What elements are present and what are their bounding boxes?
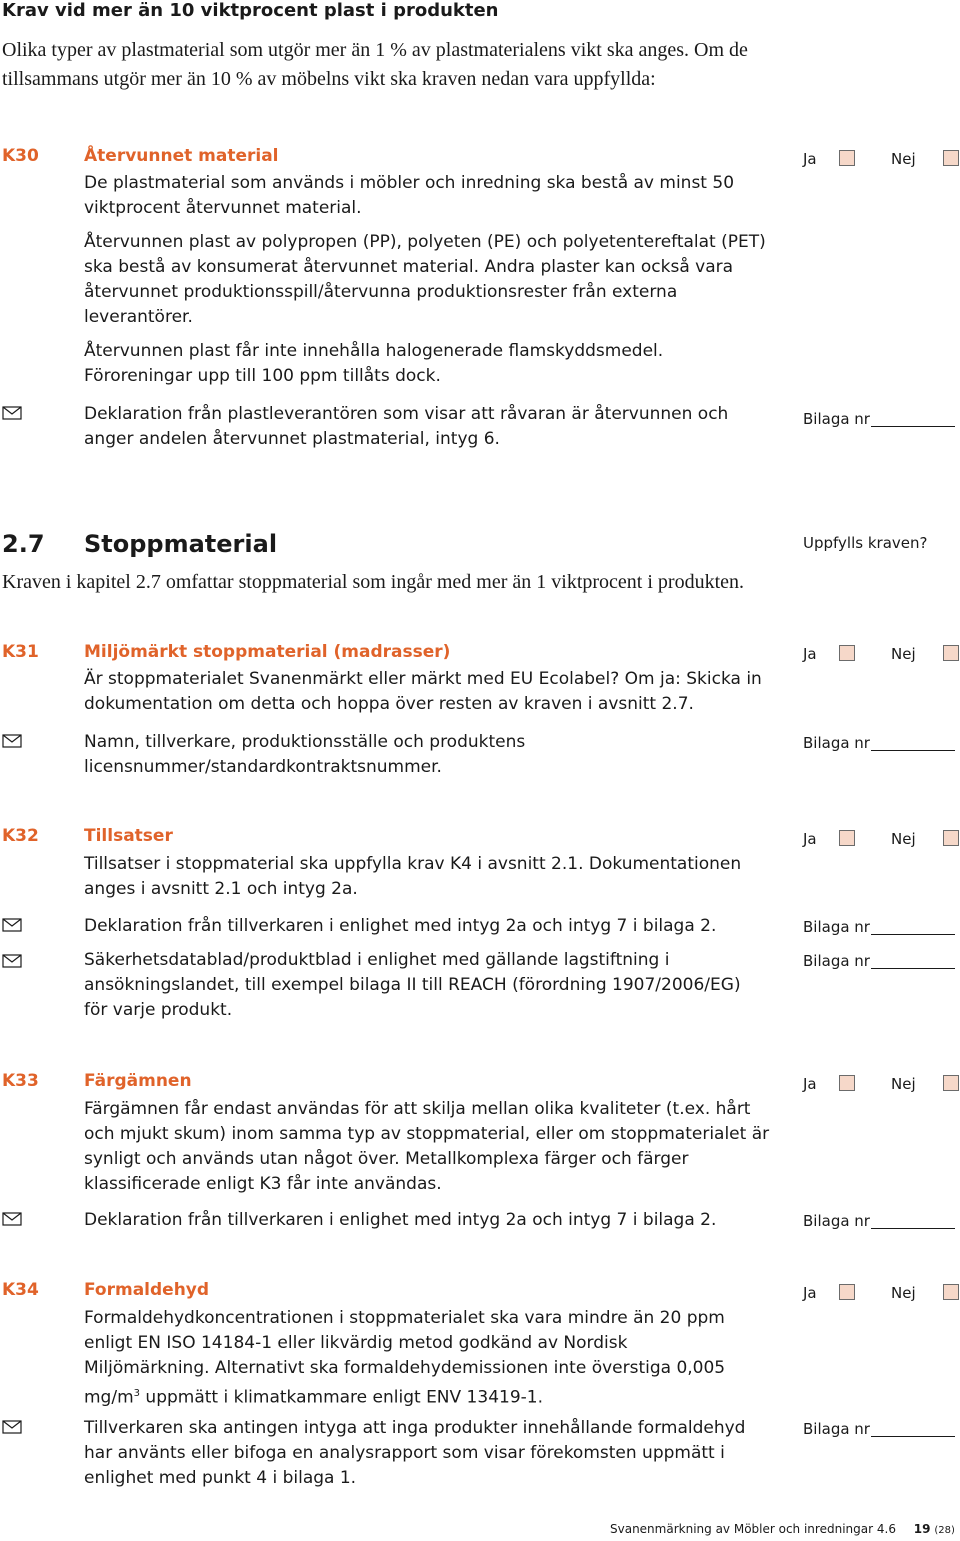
nej-label: Nej <box>891 1284 916 1302</box>
k34-paragraph-part: Formaldehydkoncentrationen i stoppmaterialet ska vara mindre än 20 ppm enligt EN ISO 14184-1 eller likvärdig metod godkänd av Nordisk Miljömärkning. Alternativt ska formaldehydemissionen inte överstiga 0,005 mg/m <box>84 1308 726 1408</box>
k34-ja-nej <box>803 1282 960 1306</box>
bilaga-input-line[interactable] <box>871 426 955 427</box>
k32-ja-nej <box>803 828 960 852</box>
ja-checkbox[interactable] <box>839 1284 855 1300</box>
k34-title: Formaldehyd <box>84 1280 210 1300</box>
envelope-icon <box>2 918 22 932</box>
k33-paragraph: Färgämnen får endast användas för att skilja mellan olika kvaliteter (t.ex. hårt och mjukt skum) inom samma typ av stoppmaterial, eller om stoppmaterialet är synligt och används utan något över. Metallkomplexa färger och färger klassificerade enligt K3 får inte användas. <box>84 1099 770 1194</box>
k34-code: K34 <box>2 1280 39 1300</box>
section-intro: Kraven i kapitel 2.7 omfattar stoppmaterial som ingår med mer än 1 viktprocent i produkten. <box>2 571 745 593</box>
k32-doc2: Säkerhetsdatablad/produktblad i enlighet med gällande lagstiftning i ansökningslandet, till exempel bilaga II till REACH (förordning 1907/2006/EG) för varje produkt. <box>84 950 741 1020</box>
k30-code: K30 <box>2 146 39 166</box>
section-title: Stoppmaterial <box>84 530 278 558</box>
section-number: 2.7 <box>2 530 45 558</box>
intro-text: Olika typer av plastmaterial som utgör mer än 1 % av plastmaterialens vikt ska anges. Om de tillsammans utgör mer än 10 % av möbelns vikt ska kraven nedan vara uppfyllda: <box>2 39 748 90</box>
envelope-icon <box>2 406 22 420</box>
k33-bilaga <box>803 1212 958 1236</box>
nej-checkbox[interactable] <box>943 1075 959 1091</box>
k31-title: Miljömärkt stoppmaterial (madrasser) <box>84 642 451 662</box>
nej-checkbox[interactable] <box>943 830 959 846</box>
envelope-icon <box>2 954 22 968</box>
k32-code: K32 <box>2 826 39 846</box>
nej-checkbox[interactable] <box>943 645 959 661</box>
k31-doc1: Namn, tillverkare, produktionsställe och produktens licensnummer/standardkontraktsnummer. <box>84 732 526 777</box>
k30-ja-nej <box>803 148 960 172</box>
ja-checkbox[interactable] <box>839 830 855 846</box>
ja-label: Ja <box>803 150 817 168</box>
bilaga-label: Bilaga nr <box>803 1420 870 1438</box>
k32-paragraph: Tillsatser i stoppmaterial ska uppfylla krav K4 i avsnitt 2.1. Dokumentationen anges i avsnitt 2.1 och intyg 2a. <box>84 854 742 899</box>
k31-paragraph: Är stoppmaterialet Svanenmärkt eller märkt med EU Ecolabel? Om ja: Skicka in dokumentation om detta och hoppa över resten av kraven i avsnitt 2.7. <box>84 669 762 714</box>
k34-doc1: Tillverkaren ska antingen intyga att inga produkter innehållande formaldehyd har använts eller bifoga en analysrapport som visar förekomsten uppmätt i enlighet med punkt 4 i bilaga 1. <box>84 1418 746 1488</box>
footer-page-number: 19 <box>913 1522 931 1536</box>
k31-bilaga <box>803 734 958 758</box>
envelope-icon <box>2 1212 22 1226</box>
envelope-icon <box>2 734 22 748</box>
k33-code: K33 <box>2 1071 39 1091</box>
nej-checkbox[interactable] <box>943 150 959 166</box>
ja-label: Ja <box>803 645 817 663</box>
k33-title: Färgämnen <box>84 1071 192 1091</box>
k30-title: Återvunnet material <box>84 146 279 166</box>
nej-checkbox[interactable] <box>943 1284 959 1300</box>
bilaga-input-line[interactable] <box>871 934 955 935</box>
k30-paragraph: Återvunnen plast får inte innehålla halogenerade flamskyddsmedel. Föroreningar upp till 100 ppm tillåts dock. <box>84 341 664 386</box>
k34-paragraph-part: uppmätt i klimatkammare enligt ENV 13419-1. <box>140 1387 543 1408</box>
k32-bilaga-2 <box>803 952 958 976</box>
bilaga-input-line[interactable] <box>871 1436 955 1437</box>
bilaga-label: Bilaga nr <box>803 952 870 970</box>
k31-code: K31 <box>2 642 39 662</box>
bilaga-label: Bilaga nr <box>803 918 870 936</box>
page-footer <box>610 1522 955 1536</box>
nej-label: Nej <box>891 830 916 848</box>
footer-version: 4.6 <box>876 1522 896 1536</box>
footer-title: Svanenmärkning av Möbler och inredningar <box>610 1522 874 1536</box>
bilaga-label: Bilaga nr <box>803 410 870 428</box>
envelope-icon <box>2 1420 22 1434</box>
ja-checkbox[interactable] <box>839 1075 855 1091</box>
k32-title: Tillsatser <box>84 826 173 846</box>
k34-bilaga <box>803 1420 958 1444</box>
page-heading: Krav vid mer än 10 viktprocent plast i produkten <box>2 0 499 21</box>
footer-page-total: (28) <box>934 1525 955 1536</box>
ja-checkbox[interactable] <box>839 150 855 166</box>
bilaga-label: Bilaga nr <box>803 734 870 752</box>
ja-label: Ja <box>803 830 817 848</box>
k33-ja-nej <box>803 1073 960 1097</box>
k31-ja-nej <box>803 643 960 667</box>
nej-label: Nej <box>891 1075 916 1093</box>
k32-doc1: Deklaration från tillverkaren i enlighet med intyg 2a och intyg 7 i bilaga 2. <box>84 916 717 936</box>
k33-doc1: Deklaration från tillverkaren i enlighet med intyg 2a och intyg 7 i bilaga 2. <box>84 1210 717 1230</box>
ja-label: Ja <box>803 1284 817 1302</box>
k34-superscript: 3 <box>133 1388 141 1399</box>
k30-text <box>84 171 774 389</box>
nej-label: Nej <box>891 645 916 663</box>
bilaga-input-line[interactable] <box>871 1228 955 1229</box>
k30-doc1: Deklaration från plastleverantören som visar att råvaran är återvunnen och anger andelen återvunnet plastmaterial, intyg 6. <box>84 404 729 449</box>
k30-paragraph: Återvunnen plast av polypropen (PP), polyeten (PE) och polyetentereftalat (PET) ska bestå av konsumerat återvunnet material. Andra plaster kan också vara återvunnet produktionsspill/återvunna produktionsrester från externa leverantörer. <box>84 232 766 327</box>
ja-label: Ja <box>803 1075 817 1093</box>
k30-bilaga <box>803 410 958 434</box>
k34-paragraph <box>84 1306 744 1411</box>
uppfylls-label: Uppfylls kraven? <box>803 534 928 552</box>
nej-label: Nej <box>891 150 916 168</box>
bilaga-input-line[interactable] <box>871 750 955 751</box>
bilaga-label: Bilaga nr <box>803 1212 870 1230</box>
k30-paragraph: De plastmaterial som används i möbler och inredning ska bestå av minst 50 viktprocent återvunnet material. <box>84 173 735 218</box>
bilaga-input-line[interactable] <box>871 968 955 969</box>
k32-bilaga-1 <box>803 918 958 942</box>
ja-checkbox[interactable] <box>839 645 855 661</box>
